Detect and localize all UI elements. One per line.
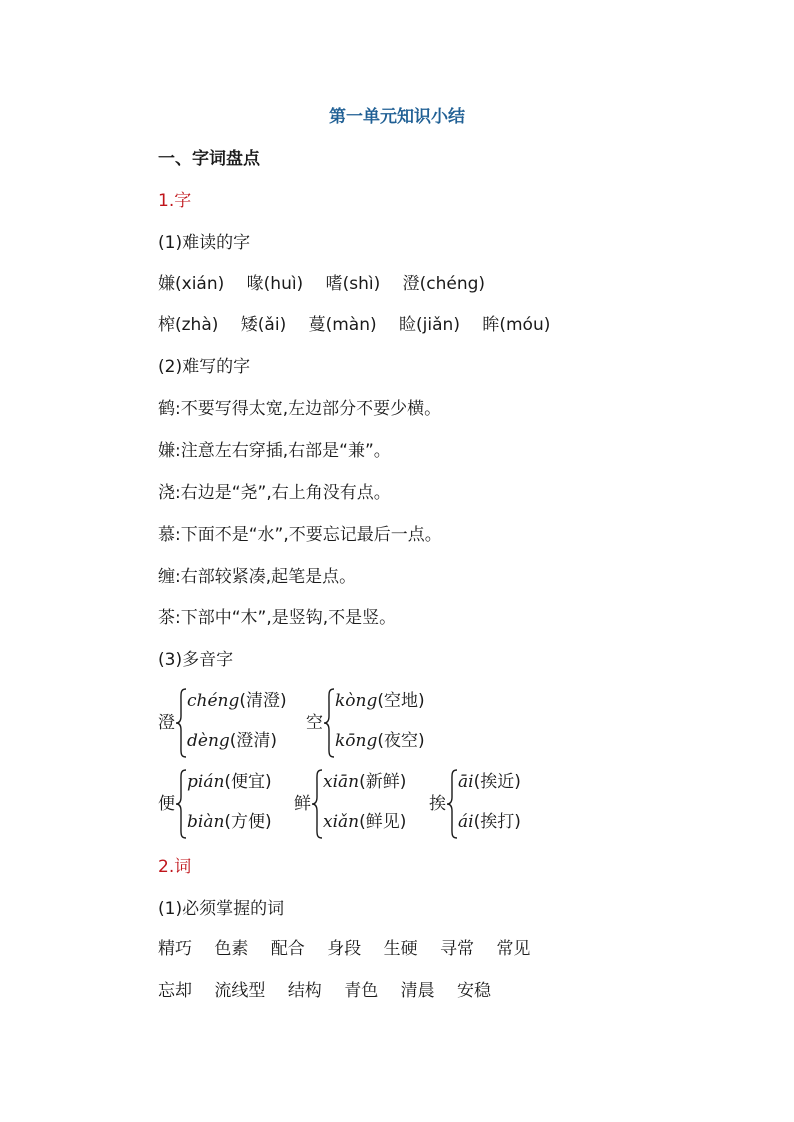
polyphonic-group (294, 769, 424, 839)
vocab-word: 清晨 (400, 981, 435, 1001)
pinyin-reading: chéng (187, 691, 240, 711)
brace-icon (175, 769, 187, 839)
vocab-word: 忘却 (158, 981, 192, 1001)
polyphonic-char: 空 (306, 713, 323, 733)
vocab-word: 常见 (496, 939, 531, 959)
pinyin-entry: 澄(chéng) (402, 274, 486, 294)
polyphonic-char: 便 (158, 794, 175, 814)
subsection-heading-char: 1.字 (158, 191, 192, 211)
pinyin-reading: ái (458, 812, 474, 832)
example-word: (挨打) (473, 812, 521, 832)
hard-write-note: 鹤:不要写得太宽,左边部分不要少横。 (158, 399, 442, 419)
pinyin-entry: 嗜(shì) (325, 274, 381, 294)
vocab-word: 结构 (287, 981, 322, 1001)
pinyin-entry: 睑(jiǎn) (399, 315, 460, 335)
polyphonic-char: 鲜 (294, 794, 311, 814)
polyphonic-heading: (3)多音字 (158, 650, 234, 670)
example-word: (清澄) (239, 691, 287, 711)
hard-read-heading: (1)难读的字 (158, 233, 251, 253)
example-word: (鲜见) (359, 812, 407, 832)
vocab-word: 生硬 (383, 939, 418, 959)
pinyin-entry: 榨(zhà) (158, 315, 219, 335)
hard-read-row-2 (158, 314, 550, 336)
vocab-word: 安稳 (457, 981, 492, 1001)
pinyin-entry: 嫌(xián) (158, 274, 225, 294)
example-word: (挨近) (473, 772, 521, 792)
pinyin-reading: xiǎn (323, 812, 360, 832)
polyphonic-group (158, 769, 288, 839)
vocab-word: 青色 (344, 981, 379, 1001)
polyphonic-group (429, 769, 559, 839)
polyphonic-char: 挨 (429, 794, 446, 814)
page-title: 第一单元知识小结 (329, 107, 465, 127)
subsection-heading-word: 2.词 (158, 857, 192, 877)
polyphonic-char: 澄 (158, 713, 175, 733)
pinyin-entry: 喙(huì) (246, 274, 304, 294)
polyphonic-group (158, 688, 288, 758)
brace-icon (175, 688, 187, 758)
hard-write-note: 嫌:注意左右穿插,右部是“兼”。 (158, 441, 391, 461)
example-word: (澄清) (229, 731, 278, 751)
example-word: (便宜) (224, 772, 272, 792)
hard-write-note: 浇:右边是“尧”,右上角没有点。 (158, 483, 391, 503)
hard-write-note: 缠:右部较紧凑,起笔是点。 (158, 567, 357, 587)
polyphonic-group (306, 688, 436, 758)
example-word: (方便) (224, 812, 272, 832)
hard-write-heading: (2)难写的字 (158, 357, 251, 377)
pinyin-reading: āi (458, 772, 474, 792)
brace-icon (446, 769, 458, 839)
pinyin-reading: xiān (323, 772, 360, 792)
vocab-word: 流线型 (214, 981, 266, 1001)
vocab-word: 寻常 (440, 939, 475, 959)
pinyin-entry: 矮(ǎi) (240, 315, 287, 335)
example-word: (空地) (377, 691, 425, 711)
pinyin-reading: kòng (335, 691, 378, 711)
pinyin-reading: dèng (187, 731, 230, 751)
section-heading: 一、字词盘点 (158, 149, 260, 169)
hard-write-note: 慕:下面不是“水”,不要忘记最后一点。 (158, 525, 442, 545)
must-words-row-1 (158, 938, 530, 960)
brace-icon (323, 688, 335, 758)
hard-read-row-1 (158, 273, 485, 295)
must-words-row-2 (158, 980, 491, 1002)
hard-write-note: 茶:下部中“木”,是竖钩,不是竖。 (158, 608, 397, 628)
vocab-word: 身段 (327, 939, 362, 959)
vocab-word: 色素 (214, 939, 249, 959)
vocab-word: 精巧 (158, 939, 192, 959)
pinyin-reading: biàn (187, 812, 225, 832)
example-word: (夜空) (377, 731, 425, 751)
pinyin-reading: pián (187, 772, 225, 792)
pinyin-entry: 眸(móu) (482, 315, 551, 335)
vocab-word: 配合 (270, 939, 305, 959)
must-words-heading: (1)必须掌握的词 (158, 899, 285, 919)
pinyin-entry: 蔓(màn) (308, 315, 377, 335)
example-word: (新鲜) (359, 772, 407, 792)
pinyin-reading: kōng (335, 731, 378, 751)
brace-icon (311, 769, 323, 839)
